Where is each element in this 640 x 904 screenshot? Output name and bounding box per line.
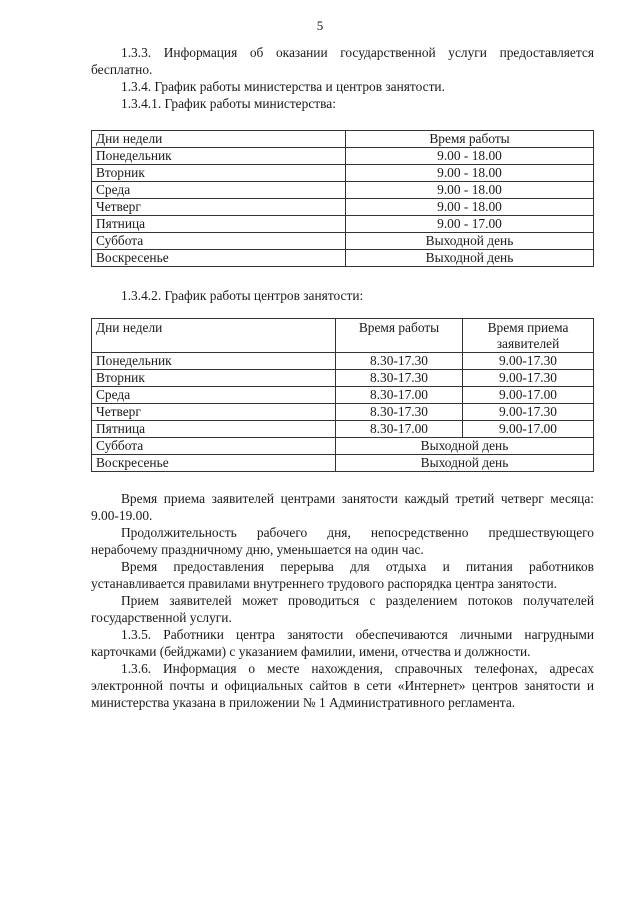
table-cell-day: Пятница bbox=[92, 216, 346, 233]
column-header-work-time: Время работы bbox=[336, 319, 463, 353]
column-header-days: Дни недели bbox=[92, 131, 346, 148]
table-cell-day: Суббота bbox=[92, 233, 346, 250]
table-cell-time: Выходной день bbox=[346, 250, 594, 267]
table-cell-reception-time: 9.00-17.00 bbox=[463, 387, 594, 404]
paragraph-pre-holiday: Продолжительность рабочего дня, непосредственно предшествующего нерабочему праздничному дню, уменьшается на один час. bbox=[91, 525, 594, 557]
table-cell-work-time: 8.30-17.30 bbox=[336, 353, 463, 370]
table-cell-day: Среда bbox=[92, 182, 346, 199]
table-row bbox=[92, 216, 594, 233]
table-cell-day: Понедельник bbox=[92, 148, 346, 165]
column-header-days: Дни недели bbox=[92, 319, 336, 353]
paragraph-1-3-5: 1.3.5. Работники центра занятости обеспечиваются личными нагрудными карточками (бейджами) с указанием фамилии, имени, отчества и должности. bbox=[91, 627, 594, 659]
table-cell-day: Суббота bbox=[92, 438, 336, 455]
table-cell-reception-time: 9.00-17.30 bbox=[463, 353, 594, 370]
table-row bbox=[92, 370, 594, 387]
column-header-reception-time bbox=[463, 319, 594, 353]
table-cell-time: Выходной день bbox=[346, 233, 594, 250]
employment-centers-schedule-table bbox=[91, 318, 594, 472]
document-body bbox=[91, 44, 594, 711]
table-cell-day: Понедельник bbox=[92, 353, 336, 370]
paragraph-1-3-6: 1.3.6. Информация о месте нахождения, справочных телефонах, адресах электронной почты и официальных сайтов в сети «Интернет» центров занятости и министерства указана в приложении № 1 Административного регламента. bbox=[91, 661, 594, 710]
column-header-work-time: Время работы bbox=[346, 131, 594, 148]
paragraph-1-3-3: 1.3.3. Информация об оказании государственной услуги предоставляется бесплатно. bbox=[91, 45, 594, 77]
table-row bbox=[92, 148, 594, 165]
table-row bbox=[92, 182, 594, 199]
table-cell-time: 9.00 - 17.00 bbox=[346, 216, 594, 233]
table-cell-time: 9.00 - 18.00 bbox=[346, 165, 594, 182]
paragraph-break-time: Время предоставления перерыва для отдыха и питания работников устанавливается правилами внутреннего трудового распорядка центра занятости. bbox=[91, 559, 594, 591]
table-cell-day: Вторник bbox=[92, 165, 346, 182]
table-cell-work-time: 8.30-17.00 bbox=[336, 387, 463, 404]
paragraph-third-thursday: Время приема заявителей центрами занятости каждый третий четверг месяца: 9.00-19.00. bbox=[91, 491, 594, 523]
table-cell-reception-time: 9.00-17.30 bbox=[463, 370, 594, 387]
table-cell-work-time: 8.30-17.30 bbox=[336, 404, 463, 421]
table-cell-day: Четверг bbox=[92, 404, 336, 421]
page-number: 5 bbox=[316, 18, 324, 33]
table-row bbox=[92, 404, 594, 421]
table-row bbox=[92, 250, 594, 267]
table-cell-day: Воскресенье bbox=[92, 250, 346, 267]
table-row bbox=[92, 455, 594, 472]
paragraph-reception-flows: Прием заявителей может проводиться с разделением потоков получателей государственной услуги. bbox=[91, 593, 594, 625]
column-header-reception-line1: Время приема bbox=[487, 320, 569, 335]
table-cell-day-off: Выходной день bbox=[336, 455, 594, 472]
paragraph-1-3-4-1: 1.3.4.1. График работы министерства: bbox=[121, 96, 336, 111]
table-cell-day-off: Выходной день bbox=[336, 438, 594, 455]
column-header-reception-line2: заявителей bbox=[496, 336, 560, 351]
table-row bbox=[92, 199, 594, 216]
table-cell-day: Пятница bbox=[92, 421, 336, 438]
ministry-schedule-table bbox=[91, 130, 594, 267]
table-row bbox=[92, 387, 594, 404]
table-row bbox=[92, 438, 594, 455]
table-cell-time: 9.00 - 18.00 bbox=[346, 148, 594, 165]
table-row bbox=[92, 165, 594, 182]
paragraph-1-3-4: 1.3.4. График работы министерства и центров занятости. bbox=[121, 79, 445, 94]
table-cell-day: Вторник bbox=[92, 370, 336, 387]
table-cell-reception-time: 9.00-17.30 bbox=[463, 404, 594, 421]
table-cell-day: Среда bbox=[92, 387, 336, 404]
table-cell-work-time: 8.30-17.00 bbox=[336, 421, 463, 438]
table-cell-day: Воскресенье bbox=[92, 455, 336, 472]
table-cell-day: Четверг bbox=[92, 199, 346, 216]
table-cell-reception-time: 9.00-17.00 bbox=[463, 421, 594, 438]
table-cell-time: 9.00 - 18.00 bbox=[346, 199, 594, 216]
paragraph-1-3-4-2: 1.3.4.2. График работы центров занятости: bbox=[121, 288, 364, 303]
table-row bbox=[92, 421, 594, 438]
table-row bbox=[92, 353, 594, 370]
table-header-row bbox=[92, 319, 594, 353]
table-header-row bbox=[92, 131, 594, 148]
table-cell-work-time: 8.30-17.30 bbox=[336, 370, 463, 387]
table-cell-time: 9.00 - 18.00 bbox=[346, 182, 594, 199]
table-row bbox=[92, 233, 594, 250]
